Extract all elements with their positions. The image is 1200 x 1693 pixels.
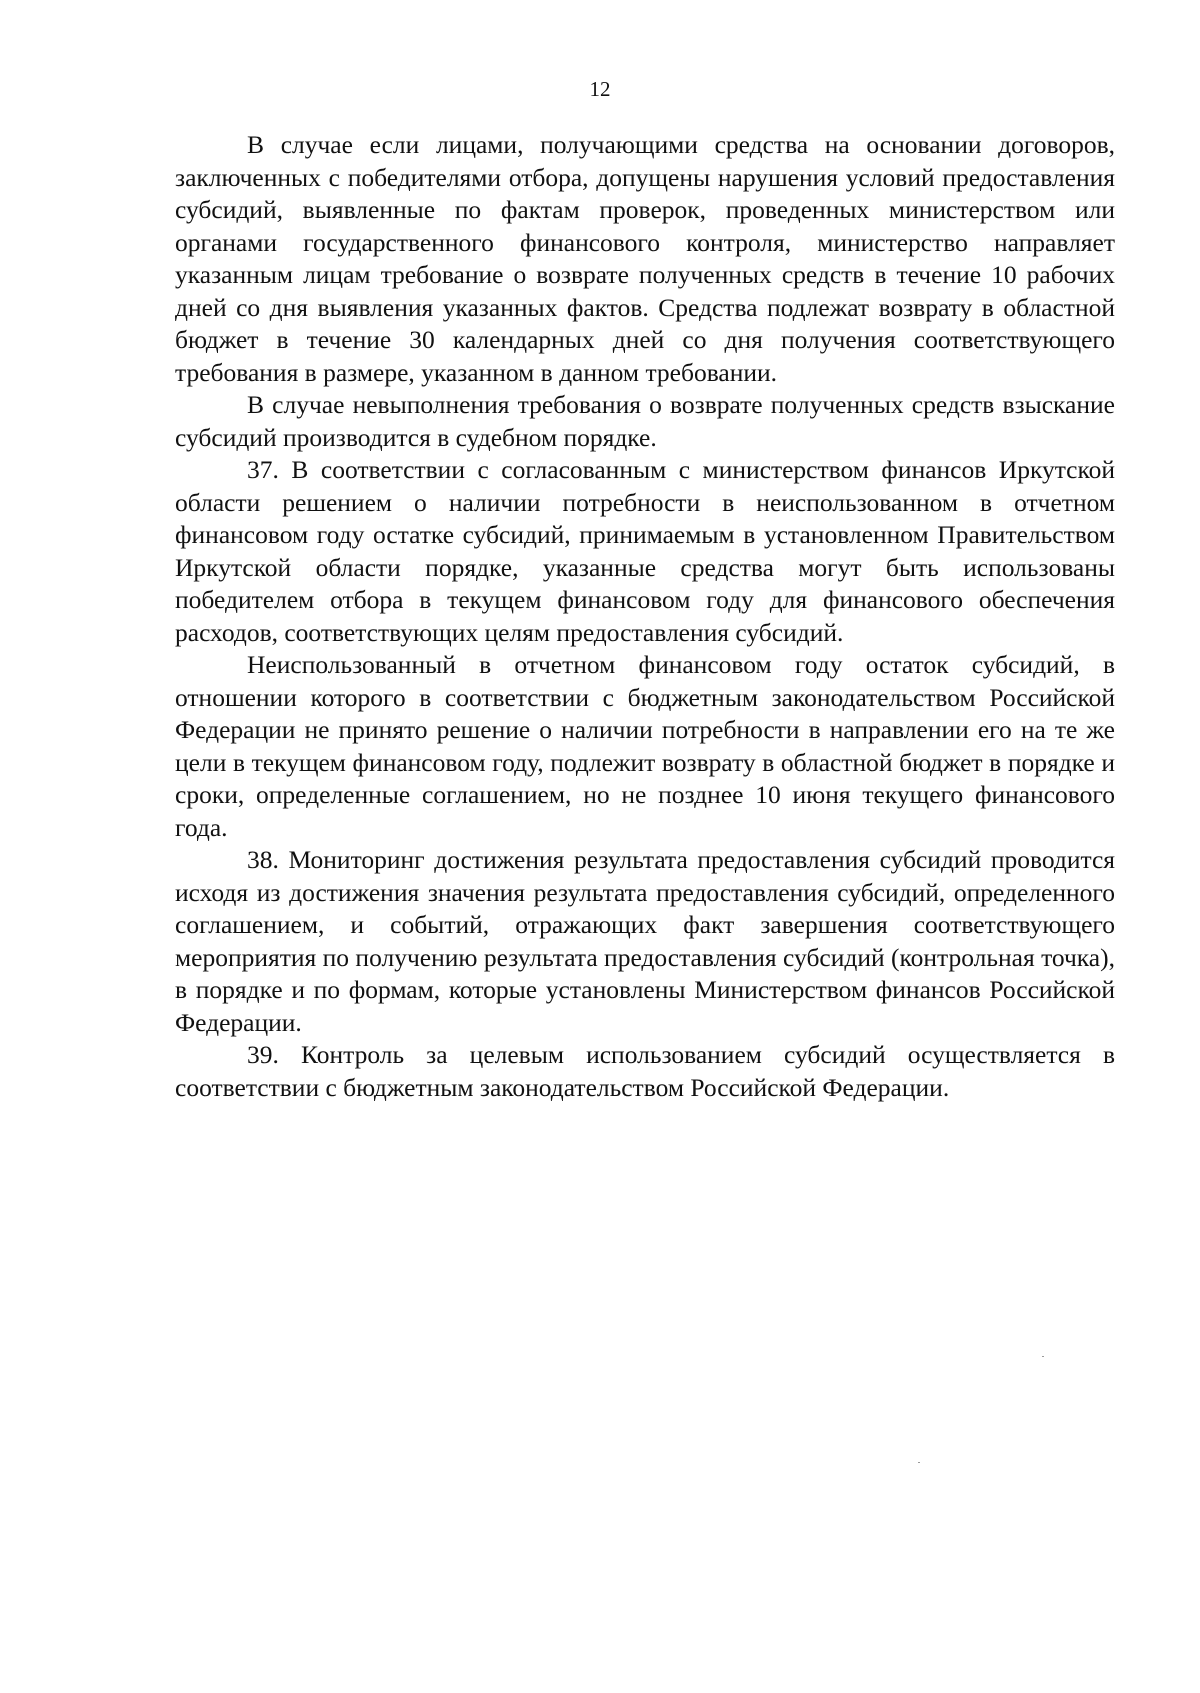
paragraph-unused-balance-return: Неиспользованный в отчетном финансовом году остаток субсидий, в отношении которого в соответствии с бюджетным законодательством Российской Федерации не принято решение о наличии потребности в направлении его на те же цели в текущем финансовом году, подлежит возврату в областной бюджет в порядке и сроки, определенные соглашением, но не позднее 10 июня текущего финансового года. bbox=[175, 650, 1115, 842]
paragraph-39-control: 39. Контроль за целевым использованием субсидий осуществляется в соответствии с бюджетным законодательством Российской Федерации. bbox=[175, 1040, 1115, 1102]
scan-artifact bbox=[918, 1462, 920, 1463]
paragraph-judicial-recovery: В случае невыполнения требования о возврате полученных средств взыскание субсидий производится в судебном порядке. bbox=[175, 390, 1115, 452]
scan-artifact bbox=[1042, 1356, 1044, 1357]
paragraph-38-monitoring: 38. Мониторинг достижения результата предоставления субсидий проводится исходя из достижения значения результата предоставления субсидий, определенного соглашением, и событий, отражающих факт завершения соответствующего мероприятия по получению результата предоставления субсидий (контрольная точка), в порядке и по формам, которые установлены Министерством финансов Российской Федерации. bbox=[175, 845, 1115, 1037]
paragraph-refund-on-violations: В случае если лицами, получающими средства на основании договоров, заключенных с победителями отбора, допущены нарушения условий предоставления субсидий, выявленные по фактам проверок, проведенных министерством или органами государственного финансового контроля, министерство направляет указанным лицам требование о возврате полученных средств в течение 10 рабочих дней со дня выявления указанных фактов. Средства подлежат возврату в областной бюджет в течение 30 календарных дней со дня получения соответствующего требования в размере, указанном в данном требовании. bbox=[175, 130, 1115, 387]
page-number: 12 bbox=[589, 77, 611, 101]
paragraph-37-unused-balance: 37. В соответствии с согласованным с министерством финансов Иркутской области решением о наличии потребности в неиспользованном в отчетном финансовом году остатке субсидий, принимаемым в установленном Правительством Иркутской области порядке, указанные средства могут быть использованы победителем отбора в текущем финансовом году для финансового обеспечения расходов, соответствующих целям предоставления субсидий. bbox=[175, 455, 1115, 647]
document-body bbox=[175, 129, 1115, 1104]
